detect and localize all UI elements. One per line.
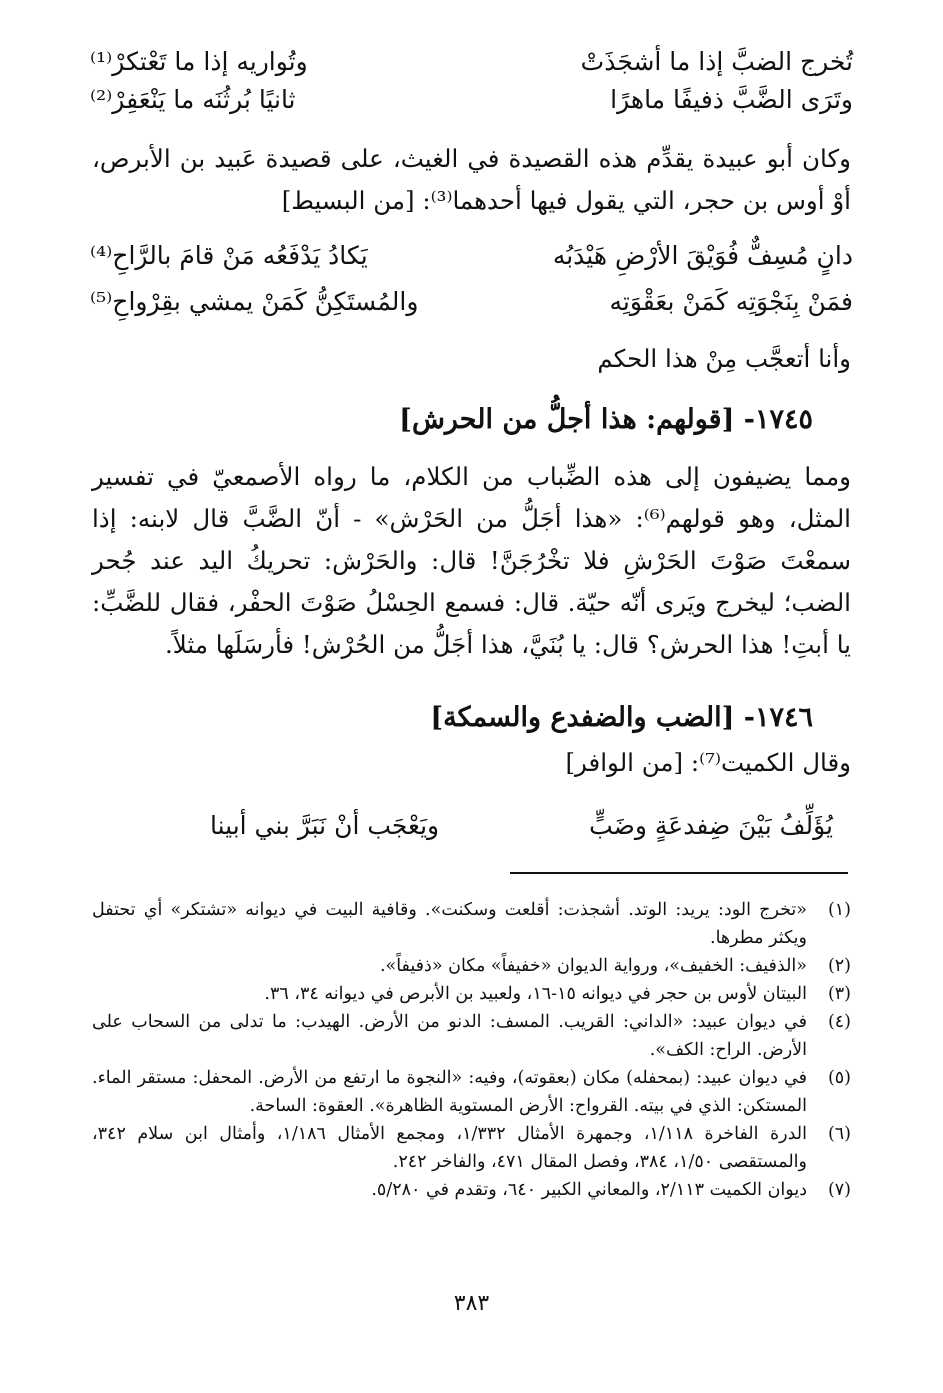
footnote-number: (٤) [827, 1012, 851, 1032]
footnote-text: الدرة الفاخرة ١/١١٨، وجمهرة الأمثال ١/٣٣٢، ومجمع الأمثال ١/١٨٦، وأمثال ابن سلام ٣٤٢، والمستقصى ١/٥٠، ٣٨٤، وفصل المقال ٤٧١، والفاخر ٢٤٢. [92, 1124, 807, 1172]
footnote-text: «الذفيف: الخفيف»، ورواية الديوان «خفيفاً» مكان «ذفيفاً». [379, 956, 807, 976]
verse-2-second-hemistich: ثانيًا بُرثُنَه ما يَنْعَفِرْ⁽²⁾ [90, 85, 296, 114]
footnote-number: (١) [827, 900, 851, 920]
footnote-separator [510, 872, 848, 874]
footnote-1 [92, 896, 851, 952]
footnote-text: البيتان لأوس بن حجر في ديوانه ١٥-١٦، ولعبيد بن الأبرص في ديوانه ٣٤، ٣٦. [264, 984, 807, 1004]
section-heading-1745: ١٧٤٥- [قولهم: هذا أجلُّ من الحرش] [399, 404, 813, 435]
section-heading-1746: ١٧٤٦- [الضب والضفدع والسمكة] [430, 702, 813, 733]
closing-line-text: وأنا أتعجَّب مِنْ هذا الحكم [597, 344, 851, 373]
verse-kumait-first-hemistich: يُؤَلِّفُ بَيْنَ ضِفدعَةٍ وضَبٍّ [589, 811, 833, 840]
kumait-intro-text: وقال الكميت⁽⁷⁾: [من الوافر] [565, 748, 851, 777]
footnote-2 [92, 952, 851, 980]
footnote-4 [92, 1008, 851, 1064]
kumait-intro [92, 742, 851, 784]
footnote-5 [92, 1064, 851, 1120]
verse-kumait-second-hemistich: ويَعْجَب أنْ نَبَرَّ بني أبينا [210, 811, 440, 840]
verse-line-4 [90, 284, 853, 320]
paragraph-1745 [92, 456, 851, 666]
intro-paragraph [92, 138, 851, 222]
footnote-7 [92, 1176, 851, 1204]
verse-1-first-hemistich: تُخرج الضبَّ إذا ما أشجَذَتْ [580, 47, 853, 76]
verse-2-first-hemistich: وتَرَى الضَّبَّ ذفيفًا ماهرًا [610, 85, 853, 114]
footnote-number: (٦) [827, 1124, 851, 1144]
footnote-6 [92, 1120, 851, 1176]
verse-1-second-hemistich: وتُواريه إذا ما تَعْتكرْ⁽¹⁾ [90, 47, 308, 76]
intro-paragraph-text: وكان أبو عبيدة يقدِّم هذه القصيدة في الغيث، على قصيدة عَبيد بن الأبرص، أوْ أوس بن حجر، التي يقول فيها أحدهما⁽³⁾: [من البسيط] [92, 144, 851, 215]
verse-line-kumait [210, 808, 833, 844]
verse-line-1 [90, 44, 853, 80]
verse-line-2 [90, 82, 853, 118]
footnote-number: (٣) [827, 984, 851, 1004]
footnote-text: في ديوان عبيد: (بمحفله) مكان (بعقوته)، وفيه: «النجوة ما ارتفع من الأرض. المحفل: مستقر الماء. المستكن: الذي في بيته. القرواح: الأرض المستوية الظاهرة». العقوة: الساحة. [92, 1068, 807, 1116]
page-number: ٣٨٣ [453, 1291, 490, 1316]
footnote-text: في ديوان عبيد: «الداني: القريب. المسف: الدنو من الأرض. الهيدب: ما تدلى من السحاب على الأرض. الراح: الكف». [92, 1012, 807, 1060]
footnote-text: ديوان الكميت ٢/١١٣، والمعاني الكبير ٦٤٠، وتقدم في ٥/٢٨٠. [371, 1180, 807, 1200]
verse-3-first-hemistich: دانٍ مُسِفٌّ فُوَيْقَ الأرْضِ هَيْدَبُه [552, 241, 853, 270]
verse-3-second-hemistich: يَكادُ يَدْفَعُه مَنْ قامَ بالرَّاحِ⁽⁴⁾ [90, 241, 368, 270]
footnote-number: (٥) [827, 1068, 851, 1088]
footnote-number: (٢) [827, 956, 851, 976]
footnote-3 [92, 980, 851, 1008]
footnotes [92, 896, 851, 1204]
verse-4-first-hemistich: فمَنْ بِنَجْوَتِه كَمَنْ بعَقْوَتِه [609, 287, 853, 316]
verse-4-second-hemistich: والمُستَكِنُّ كَمَنْ يمشي بقِرْواحِ⁽⁵⁾ [90, 287, 419, 316]
paragraph-1745-text: ومما يضيفون إلى هذه الضِّباب من الكلام، ما رواه الأصمعيّ في تفسير المثل، وهو قولهم⁽⁶⁾: «هذا أجَلُّ من الحَرْش» - أنّ الضَّبَّ قال لابنه: إذا سمعْتَ صَوْتَ الحَرْشِ فلا تخْرُجَنَّ! قال: والحَرْش: تحريكُ اليد عند جُحر الضب؛ ليخرج ويَرى أنّه حيّة. قال: فسمع الحِسْلُ صَوْتَ الحفْر، فقال للضَّبِّ: يا أبتِ! هذا الحرش؟ قال: يا بُنَيَّ، هذا أجَلُّ من الحُرْش! فأرسَلَها مثلاً. [92, 462, 851, 659]
verse-line-3 [90, 238, 853, 274]
closing-line [92, 338, 851, 380]
footnote-number: (٧) [827, 1180, 851, 1200]
footnote-text: «تخرج الود: يريد: الوتد. أشجذت: أقلعت وسكنت». وقافية البيت في ديوانه «تشتكر» أي تحتفل ويكثر مطرها. [92, 900, 807, 948]
